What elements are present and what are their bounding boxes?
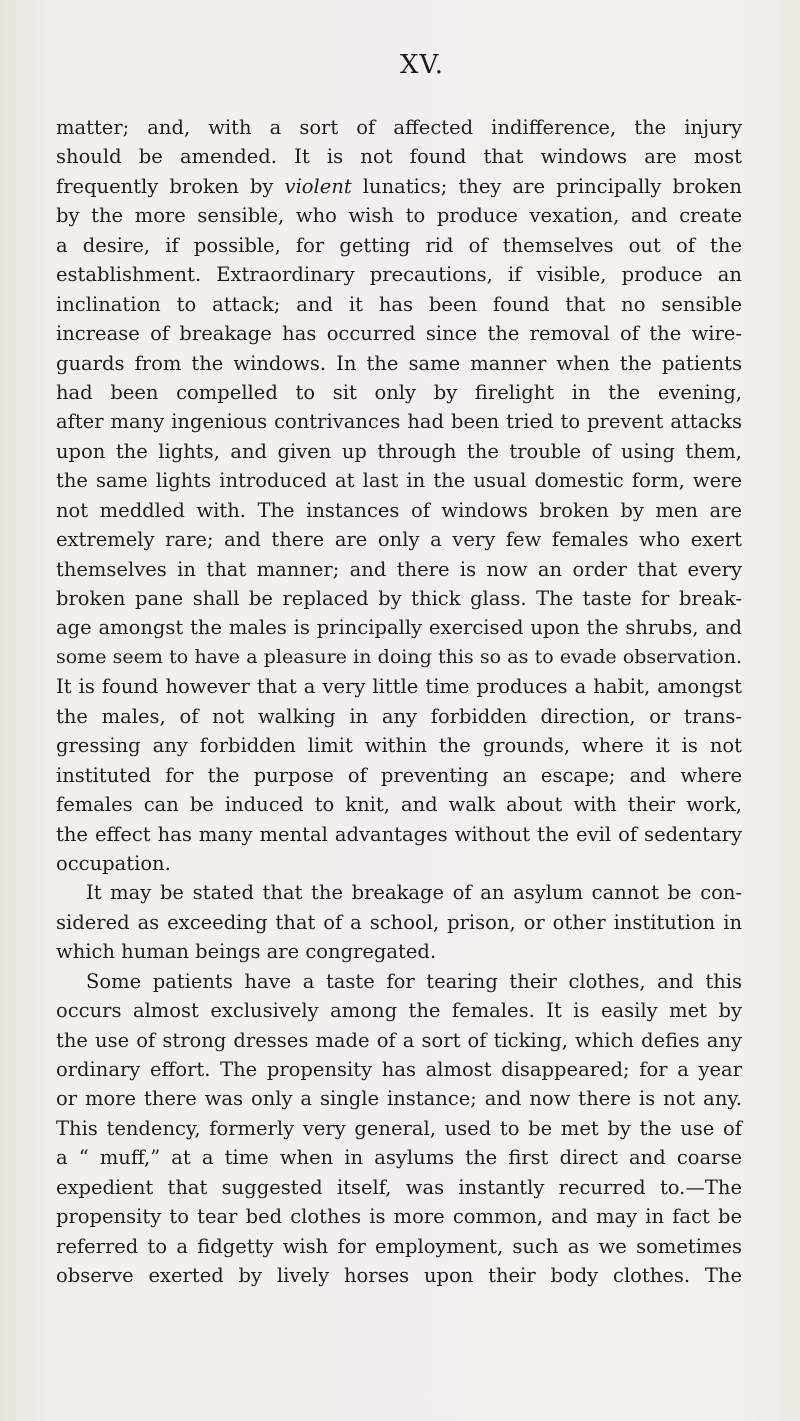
text-line: a “ muff,” at a time when in asylums the first direct and coarse xyxy=(56,1146,742,1170)
text-line: not meddled with. The instances of windows broken by men are xyxy=(56,498,742,522)
text-line: expedient that suggested itself, was instantly recurred to.—The xyxy=(56,1175,742,1199)
text-line: which human beings are congregated. xyxy=(56,940,437,964)
text-line: occurs almost exclusively among the females. It is easily met by xyxy=(56,999,742,1023)
text-line: the same lights introduced at last in the usual domestic form, were xyxy=(56,469,742,493)
text-line: instituted for the purpose of preventing an escape; and where xyxy=(56,763,742,787)
text-line: or more there was only a single instance; and now there is not any. xyxy=(56,1087,742,1111)
text-line: guards from the windows. In the same manner when the patients xyxy=(56,351,742,375)
text-line: inclination to attack; and it has been found that no sensible xyxy=(56,292,742,316)
text-line: propensity to tear bed clothes is more common, and may in fact be xyxy=(56,1205,742,1229)
text-line: observe exerted by lively horses upon their body clothes. The xyxy=(56,1264,742,1288)
text-line: ordinary effort. The propensity has almost disappeared; for a year xyxy=(56,1058,742,1081)
text-line: Some patients have a taste for tearing their clothes, and this xyxy=(86,969,742,993)
text-line: should be amended. It is not found that windows are most xyxy=(56,145,742,169)
text-line: This tendency, formerly very general, used to be met by the use of xyxy=(56,1116,742,1140)
text-line: the males, of not walking in any forbidden direction, or trans- xyxy=(56,704,742,728)
text-line: It is found however that a very little time produces a habit, amongst xyxy=(56,675,742,699)
text-line: matter; and, with a sort of affected indifference, the injury xyxy=(56,116,742,139)
text-line: extremely rare; and there are only a very few females who exert xyxy=(56,528,742,552)
text-line: themselves in that manner; and there is now an order that every xyxy=(56,557,742,581)
text-line: frequently broken by violent lunatics; they are principally broken xyxy=(56,174,742,198)
text-line: gressing any forbidden limit within the grounds, where it is not xyxy=(56,734,742,758)
text-line: some seem to have a pleasure in doing this so as to evade observation. xyxy=(56,645,742,668)
text-line: age amongst the males is principally exercised upon the shrubs, and xyxy=(56,616,742,640)
text-line: had been compelled to sit only by firelight in the evening, xyxy=(56,380,742,404)
text-line: occupation. xyxy=(56,851,171,875)
text-line: It may be stated that the breakage of an asylum cannot be con- xyxy=(86,881,742,905)
text-line: females can be induced to knit, and walk about with their work, xyxy=(56,793,742,817)
text-line: after many ingenious contrivances had been tried to prevent attacks xyxy=(56,410,742,434)
body-text xyxy=(56,113,742,1291)
text-line: increase of breakage has occurred since the removal of the wire- xyxy=(56,322,742,346)
text-line: a desire, if possible, for getting rid of themselves out of the xyxy=(56,233,742,257)
text-line: the effect has many mental advantages without the evil of sedentary xyxy=(56,822,742,846)
text-line: referred to a fidgetty wish for employment, such as we sometimes xyxy=(56,1234,742,1258)
text-line: by the more sensible, who wish to produce vexation, and create xyxy=(56,204,742,228)
emphasis-text: violent xyxy=(284,174,352,198)
text-line: establishment. Extraordinary precautions, if visible, produce an xyxy=(56,263,742,287)
text-line: upon the lights, and given up through the trouble of using them, xyxy=(56,439,742,463)
text-line: sidered as exceeding that of a school, prison, or other institution in xyxy=(56,910,742,934)
text-line: the use of strong dresses made of a sort of ticking, which defies any xyxy=(56,1028,742,1052)
page-number: XV. xyxy=(399,50,444,80)
text-line: broken pane shall be replaced by thick glass. The taste for break- xyxy=(56,587,742,610)
